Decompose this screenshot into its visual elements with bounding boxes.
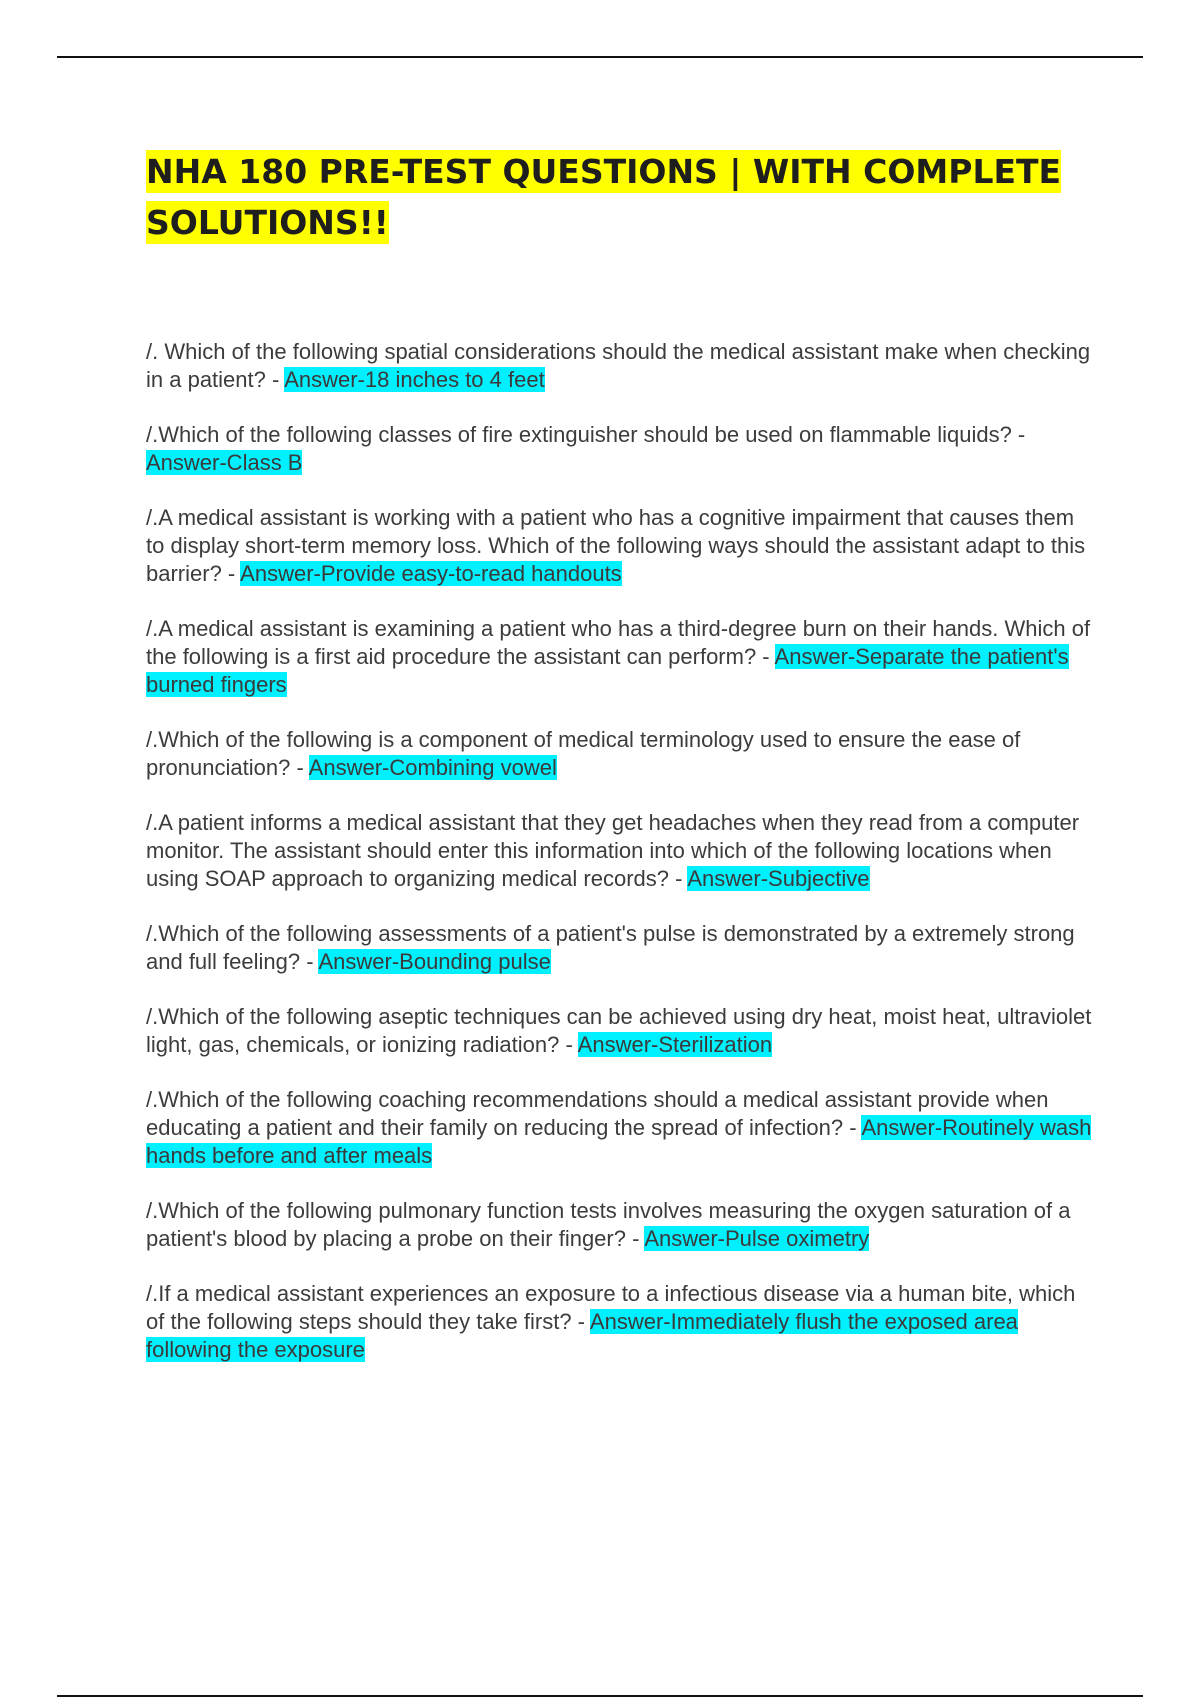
question-text: /.Which of the following classes of fire extinguisher should be used on flammable liquids? - bbox=[146, 422, 1026, 447]
answer-highlight: Answer-Pulse oximetry bbox=[644, 1226, 870, 1251]
answer-highlight: Answer-Combining vowel bbox=[308, 755, 557, 780]
question-text: /.A patient informs a medical assistant that they get headaches when they read from a computer monitor. The assistant should enter this information into which of the following locations when using SOAP approach to organizing medical records? - bbox=[146, 810, 1080, 891]
answer-highlight: Answer-Routinely wash hands before and after meals bbox=[146, 1115, 1092, 1168]
document-body bbox=[146, 146, 1096, 1391]
answer-highlight: Answer-Class B bbox=[146, 450, 303, 475]
question-item bbox=[146, 338, 1096, 394]
question-item bbox=[146, 421, 1096, 477]
answer-highlight: Answer-Bounding pulse bbox=[318, 949, 551, 974]
question-item bbox=[146, 504, 1096, 588]
answer-highlight: Answer-Sterilization bbox=[577, 1032, 773, 1057]
question-item bbox=[146, 809, 1096, 893]
question-item bbox=[146, 1197, 1096, 1253]
answer-highlight: Answer-Subjective bbox=[687, 866, 870, 891]
question-text: /.A medical assistant is examining a patient who has a third-degree burn on their hands. Which of the following is a first aid procedure the assistant can perform? - bbox=[146, 616, 1091, 669]
footer-rule bbox=[57, 1695, 1143, 1697]
answer-highlight: Answer-Provide easy-to-read handouts bbox=[240, 561, 622, 586]
question-text: /.If a medical assistant experiences an exposure to a infectious disease via a human bite, which of the following steps should they take first? - bbox=[146, 1281, 1076, 1334]
question-item bbox=[146, 1086, 1096, 1170]
question-text: /. Which of the following spatial considerations should the medical assistant make when checking in a patient? - bbox=[146, 339, 1091, 392]
question-text: /.Which of the following coaching recommendations should a medical assistant provide when educating a patient and their family on reducing the spread of infection? - bbox=[146, 1087, 1049, 1140]
question-item bbox=[146, 1280, 1096, 1364]
question-text: /.Which of the following assessments of a patient's pulse is demonstrated by a extremely strong and full feeling? - bbox=[146, 921, 1075, 974]
question-item bbox=[146, 920, 1096, 976]
question-item bbox=[146, 726, 1096, 782]
question-text: /.Which of the following aseptic techniques can be achieved using dry heat, moist heat, ultraviolet light, gas, chemicals, or ionizing radiation? - bbox=[146, 1004, 1092, 1057]
question-text: /.Which of the following is a component of medical terminology used to ensure the ease of pronunciation? - bbox=[146, 727, 1021, 780]
answer-highlight: Answer-Separate the patient's burned fingers bbox=[146, 644, 1069, 697]
title-highlight: NHA 180 PRE-TEST QUESTIONS | WITH COMPLETE SOLUTIONS!! bbox=[146, 152, 1062, 242]
document-title bbox=[146, 146, 1096, 248]
question-text: /.Which of the following pulmonary function tests involves measuring the oxygen saturation of a patient's blood by placing a probe on their finger? - bbox=[146, 1198, 1071, 1251]
answer-highlight: Answer-Immediately flush the exposed area following the exposure bbox=[146, 1309, 1018, 1362]
question-item bbox=[146, 1003, 1096, 1059]
question-text: /.A medical assistant is working with a patient who has a cognitive impairment that causes them to display short-term memory loss. Which of the following ways should the assistant adapt to this barrier? - bbox=[146, 505, 1086, 586]
header-rule bbox=[57, 56, 1143, 58]
answer-highlight: Answer-18 inches to 4 feet bbox=[284, 367, 545, 392]
question-list bbox=[146, 338, 1096, 1364]
question-item bbox=[146, 615, 1096, 699]
